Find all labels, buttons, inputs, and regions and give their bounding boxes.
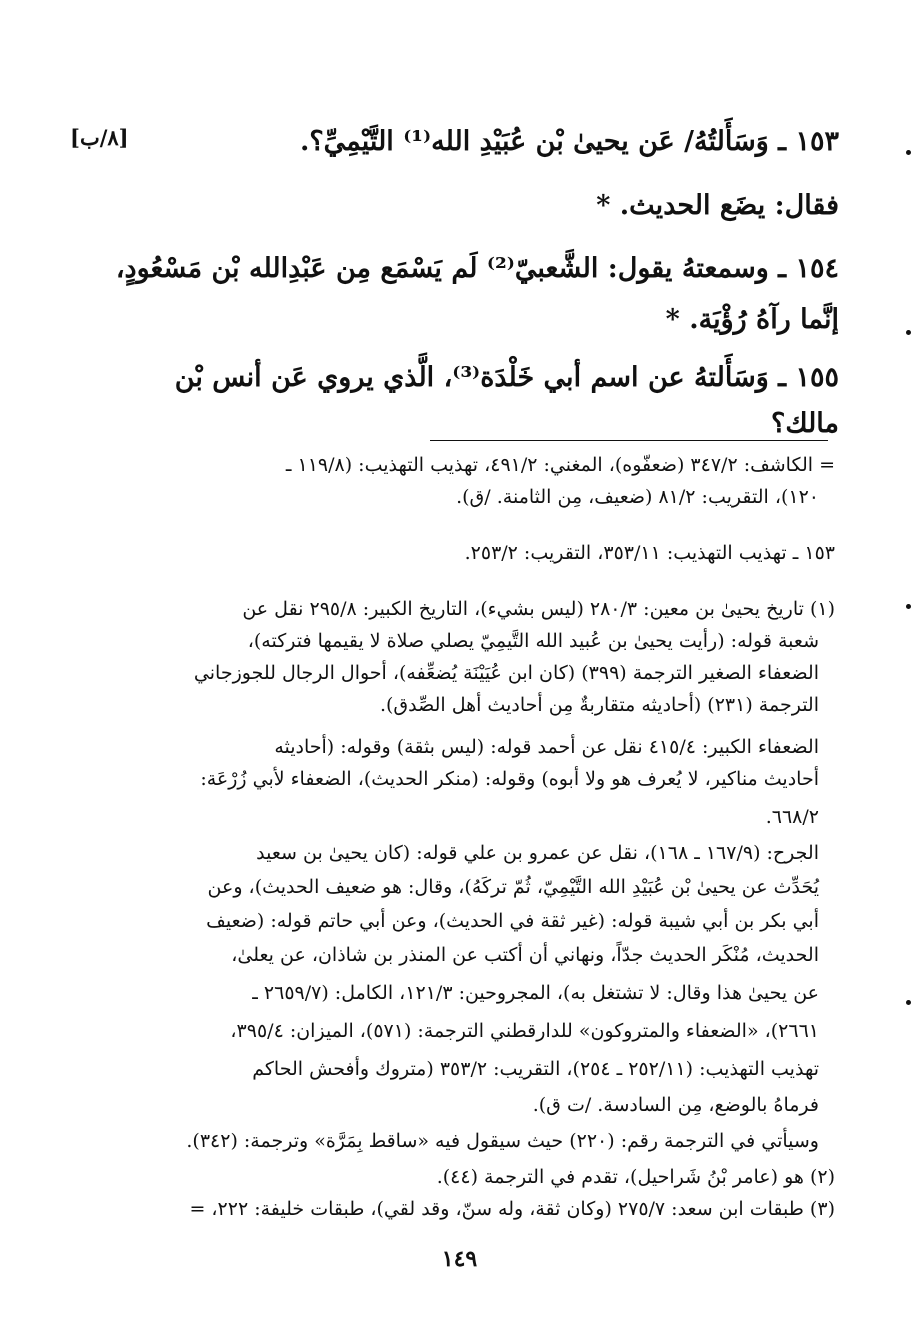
footnote-continuation-line: ١٢٠)، التقريب: ٨١/٢ (ضعيف، مِن الثامنة. /ق). xyxy=(456,486,819,508)
footnote-1-line: ٦٦٨/٢. xyxy=(765,806,819,828)
footnote-1-line: أحاديث مناكير، لا يُعرف هو ولا أبوه) وقوله: (منكر الحديث)، الضعفاء لأبي زُرْعَة: xyxy=(200,768,819,790)
footnote-1-line: (١) تاريخ يحيىٰ بن معين: ٢٨٠/٣ (ليس بشيء)، التاريخ الكبير: ٢٩٥/٨ نقل عن xyxy=(242,598,835,620)
scan-mark xyxy=(906,150,911,155)
footnote-1-line: شعبة قوله: (رأيت يحيىٰ بن عُبيد الله التَّيمِيّ يصلي صلاة لا يقيمها فتركته)، xyxy=(247,630,819,652)
footnote-1-line: تهذيب التهذيب: (٢٥٢/١١ ـ ٢٥٤)، التقريب: ٣٥٣/٢ (متروك وأفحش الحاكم xyxy=(252,1058,819,1080)
scan-mark xyxy=(906,1000,911,1005)
entry-155-line2: مالك؟ xyxy=(770,408,839,439)
scan-mark xyxy=(906,604,911,609)
page-number: ١٤٩ xyxy=(441,1246,478,1272)
entry-154-line1: ١٥٤ ـ وسمعتهُ يقول: الشَّعبيّ⁽²⁾ لَم يَسْمَع مِن عَبْدِالله بْن مَسْعُودٍ، xyxy=(115,253,839,284)
entry-155-line1: ١٥٥ ـ وَسَأَلتهُ عن اسم أبي خَلْدَة⁽³⁾، الَّذي يروي عَن أنس بْن xyxy=(174,362,839,393)
footnote-1-line: الترجمة (٢٣١) (أحاديثه متقاربةٌ مِن أحاديث أهل الصِّدق). xyxy=(379,694,819,716)
footnote-1-line: عن يحيىٰ هذا وقال: لا تشتغل به)، المجروحين: ١٢١/٣، الكامل: (٢٦٥٩/٧ ـ xyxy=(252,982,819,1004)
footnote-1-line: وسيأتي في الترجمة رقم: (٢٢٠) حيث سيقول فيه «ساقط بِمَرَّة» وترجمة: (٣٤٢). xyxy=(186,1130,819,1152)
footnote-1-line: يُحَدِّث عن يحيىٰ بْن عُبَيْدِ الله التَّيْمِيّ، ثُمّ تركَهُ)، وقال: هو ضعيف الحديث)، وعن xyxy=(207,876,819,898)
scan-mark xyxy=(906,330,911,335)
footnote-1-line: الجرح: (١٦٧/٩ ـ ١٦٨)، نقل عن عمرو بن علي قوله: (كان يحيىٰ بن سعيد xyxy=(256,842,819,864)
footnote-1-line: فرماهُ بالوضع، مِن السادسة. /ت ق). xyxy=(532,1094,819,1116)
footnote-separator xyxy=(430,440,828,441)
footnote-1-line: أبي بكر بن أبي شيبة قوله: (غير ثقة في الحديث)، وعن أبي حاتم قوله: (ضعيف xyxy=(206,910,819,932)
entry-154-line2: إنَّما رآهُ رُؤْيَة. * xyxy=(665,304,839,335)
margin-folio-reference: [٨/ب] xyxy=(70,125,129,150)
footnote-2: (٢) هو (عامر بْنُ شَراحيل)، تقدم في الترجمة (٤٤). xyxy=(436,1166,835,1188)
footnote-entry-153: ١٥٣ ـ تهذيب التهذيب: ٣٥٣/١١، التقريب: ٢٥٣/٢. xyxy=(464,542,835,564)
footnote-1-line: ٢٦٦١)، «الضعفاء والمتروكون» للدارقطني الترجمة: (٥٧١)، الميزان: ٣٩٥/٤، xyxy=(230,1020,819,1042)
footnote-1-line: الحديث، مُنْكَر الحديث جدّاً، ونهاني أن أكتب عن المنذر بن شاذان، عن يعلىٰ، xyxy=(231,944,819,966)
footnote-continuation-line: = الكاشف: ٣٤٧/٢ (ضعفّوه)، المغني: ٤٩١/٢، تهذيب التهذيب: (١١٩/٨ ـ xyxy=(285,454,835,476)
entry-153-answer: فقال: يضَع الحديث. * xyxy=(596,190,839,221)
footnote-3: (٣) طبقات ابن سعد: ٢٧٥/٧ (وكان ثقة، وله سنّ، وقد لقي)، طبقات خليفة: ٢٢٢، = xyxy=(189,1198,835,1220)
footnote-1-line: الضعفاء الكبير: ٤١٥/٤ نقل عن أحمد قوله: (ليس بثقة) وقوله: (أحاديثه xyxy=(274,736,819,758)
footnote-1-line: الضعفاء الصغير الترجمة (٣٩٩) (كان ابن عُيَيْنَة يُضعِّفه)، أحوال الرجال للجوزجاني xyxy=(193,662,819,684)
entry-153-question: ١٥٣ ـ وَسَأَلتُهُ/ عَن يحيىٰ بْن عُبَيْدِ الله⁽¹⁾ التَّيْمِيِّ؟. xyxy=(299,126,839,157)
